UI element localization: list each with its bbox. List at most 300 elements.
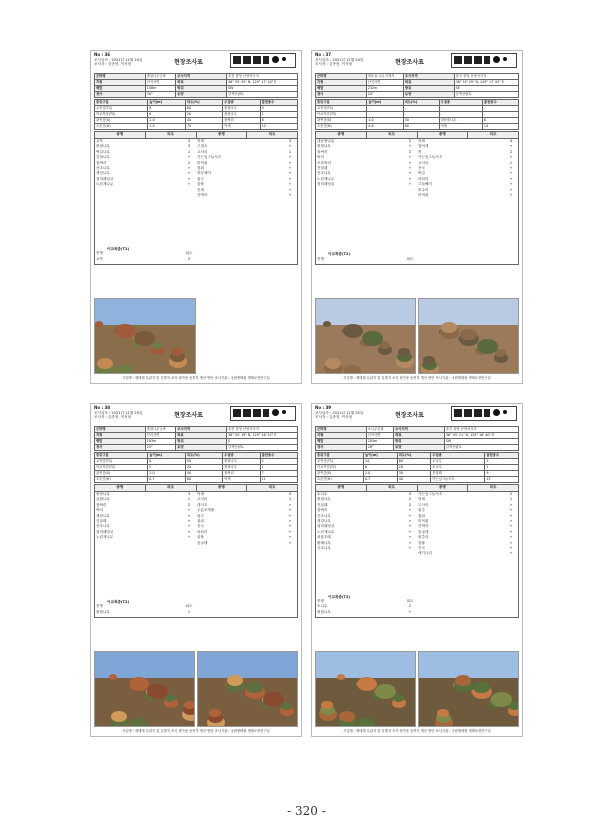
- site-info-label: 토양: [176, 445, 227, 451]
- stratum-cell: -: [439, 106, 482, 112]
- stratum-cell: 6: [148, 112, 186, 118]
- survey-sheet: [311, 50, 523, 384]
- species-header-cell: 피도: [489, 132, 497, 136]
- survey-date: 조사일자 : 2021년 11월 24일: [315, 57, 364, 62]
- species-cover: +: [408, 182, 412, 187]
- stratum-cell: 교목층(T1): [316, 459, 364, 465]
- site-info-value: 갈색산림토: [227, 92, 298, 98]
- stratum-header-cell: 높이(m): [148, 453, 186, 459]
- stratum-cell: 2.0: [363, 471, 397, 477]
- scale-bar-segment: [233, 56, 241, 64]
- site-info-label: 좌표: [176, 433, 227, 439]
- subtree-layer-label: 아교목층(T2): [328, 594, 351, 599]
- site-info-label: 경사: [95, 92, 146, 98]
- site-info-value: 갈색산림토: [227, 445, 298, 451]
- species-name: 청미래덩굴: [96, 176, 114, 181]
- filled-circle-icon: [272, 56, 279, 63]
- site-info-label: 경사: [316, 445, 367, 451]
- stratum-cell: 억새: [439, 124, 482, 130]
- site-info-label: 조사지역: [176, 74, 227, 80]
- species-cover: +: [408, 513, 412, 518]
- survey-sheet: [90, 50, 302, 384]
- species-name: 억새: [418, 497, 425, 502]
- stratum-cell: 13: [485, 477, 519, 483]
- species-cover: +: [408, 545, 412, 550]
- stratum-header-cell: 출현종수: [260, 100, 297, 106]
- investigator: 조사자 : 김종현, 이석형: [94, 62, 132, 67]
- species-cover: +: [509, 540, 513, 545]
- stratum-cell: 40: [185, 471, 222, 477]
- site-info-label: 방위: [403, 86, 454, 92]
- species-cover: +: [509, 551, 513, 556]
- stratum-cell: 초본층(H): [316, 124, 367, 130]
- sheet-number: No : 39: [315, 405, 332, 410]
- species-header-cell: 피도: [146, 132, 197, 138]
- photo-sky: [316, 652, 415, 678]
- species-cover: +: [509, 176, 513, 181]
- species-cover: 2: [408, 502, 412, 507]
- species-name: 뚝갈: [418, 171, 425, 176]
- species-cover: 1: [509, 160, 513, 165]
- filled-circle-icon: [272, 409, 279, 416]
- photo-sky: [95, 299, 195, 325]
- sheet-title: 현장조사표: [395, 412, 424, 419]
- photo-shrub: [375, 684, 396, 699]
- site-info-value: 158m: [145, 86, 176, 92]
- sheet-title: 현장조사표: [395, 59, 424, 66]
- site-photos: [94, 298, 298, 374]
- species-row: [316, 257, 417, 262]
- stratum-cell: 초본층(H): [95, 477, 148, 483]
- site-photo: [315, 651, 416, 727]
- photo-shrub: [129, 677, 149, 691]
- species-name: 대동풀나무: [317, 139, 335, 143]
- stratum-header-cell: 층위구분: [95, 100, 148, 106]
- stratum-cell: 0.7: [148, 477, 186, 483]
- species-name: 참싸리: [317, 508, 328, 513]
- species-header-cell: 종명: [316, 132, 367, 138]
- species-cover: 2: [187, 256, 191, 261]
- species-cover: +: [288, 155, 292, 160]
- species-cover: +: [509, 535, 513, 540]
- stratum-cell: -: [403, 106, 439, 112]
- photo-shrub: [491, 692, 512, 707]
- stratum-cell: 억새: [223, 477, 260, 483]
- species-name: 대사초: [197, 502, 208, 507]
- photo-caption: 사업명 : 생태계 특관지 및 특별지 조사 평가용 동북부 생산 방안 조사기관 : 국립생태원 생태보전연구실: [122, 376, 270, 381]
- species-name: 산국: [197, 524, 204, 529]
- species-name: 마타리: [197, 529, 208, 534]
- species-cover: 3: [187, 492, 191, 496]
- species-column-left: [316, 139, 417, 188]
- site-info-label: 군락명: [316, 74, 367, 80]
- species-cover: +: [288, 182, 292, 187]
- stratum-cell: 2: [485, 465, 519, 471]
- stratum-cell: 20: [397, 465, 431, 471]
- species-row: [196, 193, 297, 198]
- species-cover: +: [509, 545, 513, 550]
- species-cover: 2: [408, 139, 412, 143]
- site-info-value: 232m: [366, 86, 403, 92]
- species-name: 꿀풀: [197, 535, 204, 540]
- species-header-cell: 종명: [95, 485, 146, 491]
- site-info-value: 36° 55' 29" N, 129° 17' 05" E: [454, 80, 518, 86]
- scale-bar-segment: [243, 409, 251, 417]
- scale-stamp: [451, 406, 517, 421]
- species-column-right: [196, 492, 297, 546]
- species-name: 꿀풀: [418, 540, 425, 545]
- stratum-cell: 1.0: [367, 118, 403, 124]
- species-cover: +: [408, 160, 412, 165]
- stratum-header-cell: 출현종수: [482, 100, 518, 106]
- stratum-cell: 아교목층(T2): [316, 112, 367, 118]
- stratum-cell: 소나무: [431, 459, 485, 465]
- species-header-cell: 피도: [489, 485, 497, 489]
- investigator: 조사자 : 김종현, 이석형: [315, 415, 353, 420]
- species-header-cell: 피도: [268, 132, 276, 136]
- stratum-row: [316, 477, 519, 483]
- species-name: 조록싸리: [317, 160, 331, 165]
- species-header-cell: 종명: [316, 485, 367, 491]
- species-cover: 피도: [185, 604, 193, 609]
- species-cover: +: [408, 609, 412, 614]
- sheet-number: No : 38: [94, 405, 111, 410]
- species-list: [315, 484, 519, 618]
- site-info-value: 갈색산림토: [454, 92, 518, 98]
- site-photos: [315, 298, 519, 374]
- species-name: 꿀풀: [197, 182, 204, 187]
- site-info-value: 205m: [366, 439, 393, 445]
- species-cover: 3: [288, 492, 292, 496]
- species-name: 참싸리: [317, 149, 328, 154]
- species-cover: +: [408, 518, 412, 523]
- stratum-cell: 1: [260, 112, 297, 118]
- stratum-header-cell: 높이(m): [148, 100, 186, 106]
- species-cover: 2: [509, 492, 513, 496]
- species-cover: +: [288, 187, 292, 192]
- photo-sky: [419, 652, 518, 678]
- stratum-cell: 14: [363, 459, 397, 465]
- stratum-row: [95, 477, 298, 483]
- stratum-cell: 80: [403, 124, 439, 130]
- species-header-cell: 종명: [197, 485, 248, 491]
- photo-sky: [419, 299, 518, 325]
- species-name: 산초나무: [317, 513, 331, 518]
- species-cover: 피도: [185, 251, 193, 256]
- species-cover: +: [509, 508, 513, 513]
- stratum-cell: 5: [148, 465, 186, 471]
- species-cover: +: [288, 508, 292, 513]
- photo-shrub: [337, 674, 345, 680]
- scale-bar-segment: [253, 56, 261, 64]
- site-info-value: 30°: [145, 92, 176, 98]
- page-number: - 320 -: [287, 804, 326, 818]
- species-name: 쑥: [418, 149, 422, 154]
- species-cover: +: [509, 182, 513, 187]
- stratum-header-cell: 우점종: [439, 100, 482, 106]
- sheet-title: 현장조사표: [174, 59, 203, 66]
- site-info-row: [95, 445, 298, 451]
- species-cover: 2: [408, 604, 412, 609]
- stratum-cell: 졸참나무: [223, 459, 260, 465]
- site-info-label: 조사지역: [176, 427, 227, 433]
- species-name: 졸참나무: [317, 609, 331, 614]
- site-info-value: 36° 55' 19" N, 129° 16' 52" E: [227, 433, 298, 439]
- site-photo: [197, 651, 298, 727]
- species-name: 미역취: [418, 518, 429, 523]
- stratum-cell: 9: [485, 471, 519, 477]
- stratum-cell: 억새: [223, 124, 260, 130]
- site-info-label: 해발: [316, 86, 367, 92]
- stratum-cover-table: [315, 99, 519, 130]
- species-name: 잔대: [197, 187, 204, 192]
- photo-shrub: [455, 675, 471, 686]
- site-info-value: 28°: [366, 445, 393, 451]
- species-cover: +: [408, 165, 412, 170]
- subtree-layer-label: 아교목층(T2): [107, 246, 130, 251]
- photo-caption: 사업명 : 생태계 특관지 및 특별지 조사 평가용 동북부 생산 방안 조사기관 : 국립생태원 생태보전연구실: [122, 729, 270, 734]
- species-name: 미역취: [197, 160, 208, 165]
- site-info-value: 졸참나무군락: [145, 427, 176, 433]
- site-info-label: 좌표: [176, 80, 227, 86]
- species-name: 쇠물푸레: [317, 535, 331, 540]
- stratum-cell: 2: [260, 459, 297, 465]
- site-info-table: [94, 426, 298, 451]
- stratum-row: [95, 124, 298, 130]
- species-row: [316, 546, 417, 551]
- species-cover: 3: [187, 139, 191, 143]
- stratum-cell: 1.0: [148, 124, 186, 130]
- species-cover: +: [509, 165, 513, 170]
- photo-sky: [316, 299, 415, 325]
- scale-stamp: [230, 53, 296, 68]
- species-name: 참취: [418, 513, 425, 518]
- species-name: 산국: [418, 165, 425, 170]
- stratum-header-cell: 우점종: [223, 453, 260, 459]
- species-cover: +: [187, 529, 191, 534]
- species-name: 가는잎그늘사초: [418, 492, 443, 496]
- species-cover: +: [408, 535, 412, 540]
- site-info-label: 해발: [95, 86, 146, 92]
- stratum-cell: 60: [185, 477, 222, 483]
- scale-bar-segment: [243, 56, 251, 64]
- species-name: 진달래: [317, 502, 328, 507]
- subtree-layer-list: [316, 595, 417, 615]
- stratum-cell: 아교목층(T2): [95, 465, 148, 471]
- photo-shrub: [460, 329, 477, 341]
- site-info-value: 소나무군락: [366, 427, 393, 433]
- species-name: 고들빼기: [418, 182, 432, 187]
- sheet-number: No : 36: [94, 52, 111, 57]
- species-name: 노린재나무: [317, 529, 335, 534]
- stratum-cell: 참싸리: [223, 471, 260, 477]
- photo-shrub: [441, 322, 457, 333]
- species-name: 노린재나무: [96, 535, 114, 540]
- species-cover: +: [187, 508, 191, 513]
- scale-bar-segment: [474, 409, 482, 417]
- species-name: 억새: [197, 139, 204, 143]
- species-cover: 4: [509, 139, 513, 143]
- species-header-cell: 피도: [367, 485, 418, 491]
- species-name: 둥굴레: [197, 540, 208, 545]
- species-name: 산국: [418, 545, 425, 550]
- species-name: 소나무: [317, 492, 328, 496]
- species-cover: +: [509, 171, 513, 176]
- site-info-value: 울진 불영 산양서식지: [227, 74, 298, 80]
- species-cover: 2: [187, 502, 191, 507]
- species-cover: 3: [288, 139, 292, 143]
- stratum-cell: 11: [260, 477, 297, 483]
- species-row: [417, 193, 518, 198]
- site-info-table: [315, 426, 519, 451]
- species-header: [316, 485, 518, 492]
- species-name: 싸리: [96, 508, 103, 513]
- species-name: 마타리: [418, 176, 429, 181]
- species-name: 쑥부쟁이: [197, 171, 211, 176]
- scale-bar-segment: [263, 409, 269, 417]
- stratum-cell: 20: [185, 112, 222, 118]
- stratum-cell: 교목층(T1): [95, 459, 148, 465]
- species-name: 졸참나무: [96, 609, 110, 614]
- photo-shrub: [95, 321, 103, 327]
- species-cover: +: [408, 540, 412, 545]
- stratum-cell: 50: [185, 459, 222, 465]
- stratum-cell: 관목층(S): [95, 118, 148, 124]
- photo-placeholder: [198, 298, 298, 374]
- site-info-value: 산지사면: [145, 433, 176, 439]
- stratum-header-cell: 피도(%): [185, 453, 222, 459]
- species-cover: +: [509, 529, 513, 534]
- photo-shrub: [263, 692, 284, 707]
- site-info-label: 조사지역: [394, 427, 445, 433]
- species-name: 산초나무: [96, 165, 110, 170]
- site-info-value: 졸참나무군락: [145, 74, 176, 80]
- species-name: 가는잎그늘사초: [418, 155, 443, 160]
- site-info-label: 좌표: [394, 433, 445, 439]
- site-info-label: 토양: [176, 92, 227, 98]
- stratum-cover-table: [315, 452, 519, 483]
- site-info-table: [94, 73, 298, 98]
- scale-bar-segment: [253, 409, 261, 417]
- photo-shrub: [323, 321, 331, 327]
- site-photo: [94, 298, 196, 374]
- species-cover: +: [187, 171, 191, 176]
- site-photos: [94, 651, 298, 727]
- species-cover: +: [288, 518, 292, 523]
- stratum-cell: 2: [485, 459, 519, 465]
- species-name: 참취: [197, 165, 204, 170]
- stratum-cell: 관목층(S): [316, 118, 367, 124]
- stratum-header-cell: 피도(%): [185, 100, 222, 106]
- species-cover: 2: [509, 149, 513, 154]
- species-header-cell: 피도: [146, 485, 197, 491]
- sheet-title: 현장조사표: [174, 412, 203, 419]
- species-cover: +: [509, 155, 513, 160]
- stratum-cell: 3: [260, 106, 297, 112]
- species-name: 졸참나무: [96, 144, 110, 149]
- species-cover: +: [187, 518, 191, 523]
- species-name: 생강나무: [96, 513, 110, 518]
- stratum-cell: 6: [482, 118, 518, 124]
- site-info-value: 울진 불영 산양서식지: [444, 427, 518, 433]
- species-cover: +: [288, 524, 292, 529]
- photo-shrub: [343, 324, 363, 338]
- species-name: 고사리: [197, 497, 208, 502]
- species-cover: +: [509, 513, 513, 518]
- species-row: [417, 551, 518, 556]
- species-cover: +: [187, 524, 191, 529]
- site-info-value: S: [227, 439, 298, 445]
- site-info-value: 산지사면: [145, 80, 176, 86]
- small-circle-icon: [503, 57, 507, 61]
- site-info-label: 조사지역: [403, 74, 454, 80]
- survey-date: 조사일자 : 2021년 11월 25일: [315, 410, 364, 415]
- species-name: 노린재나무: [96, 182, 114, 187]
- species-cover: +: [288, 192, 292, 197]
- stratum-cell: 진달래: [431, 471, 485, 477]
- species-cover: +: [509, 502, 513, 507]
- photo-shrub: [344, 365, 361, 374]
- scale-bar-segment: [454, 409, 462, 417]
- sheet-header: [94, 406, 298, 426]
- species-name: 참취: [197, 518, 204, 523]
- stratum-cell: 12: [260, 124, 297, 130]
- stratum-cell: 대동풀나무: [439, 118, 482, 124]
- sheet-header: [315, 406, 519, 426]
- site-info-value: 울진 불영 산양서식지: [454, 74, 518, 80]
- species-column-right: [196, 139, 297, 198]
- photo-shrub: [116, 365, 133, 374]
- stratum-cell: -: [482, 112, 518, 118]
- scale-bar-segment: [233, 409, 241, 417]
- species-header: [316, 132, 518, 139]
- species-column-left: [95, 492, 196, 541]
- stratum-cell: 0.7: [363, 477, 397, 483]
- site-info-label: 해발: [316, 439, 367, 445]
- site-info-value: 25°: [145, 445, 176, 451]
- species-name: 산박하: [418, 524, 429, 529]
- survey-sheet: [90, 403, 302, 737]
- species-name: 산초나무: [317, 171, 331, 176]
- species-cover: +: [509, 518, 513, 523]
- species-cover: +: [408, 144, 412, 149]
- species-name: 억새: [418, 139, 425, 143]
- species-header-cell: 피도: [268, 485, 276, 489]
- sheet-number: No : 37: [315, 52, 332, 57]
- species-name: 원추리: [418, 535, 429, 540]
- stratum-header-cell: 높이(m): [367, 100, 403, 106]
- survey-sheet: [311, 403, 523, 737]
- species-cover: +: [288, 540, 292, 545]
- site-info-table: [315, 73, 519, 98]
- stratum-cell: 2.0: [148, 471, 186, 477]
- site-info-label: 방위: [394, 439, 445, 445]
- stratum-cell: 1: [260, 465, 297, 471]
- species-name: 떡갈나무: [96, 149, 110, 154]
- stratum-cell: 0.8: [367, 124, 403, 130]
- species-cover: 1: [187, 609, 191, 614]
- species-name: 삽주: [197, 513, 204, 518]
- site-info-label: 토양: [394, 445, 445, 451]
- stratum-cell: 교목층(T1): [316, 106, 367, 112]
- site-photo: [315, 298, 416, 374]
- site-info-value: SE: [454, 86, 518, 92]
- species-name: 고사리: [418, 502, 429, 507]
- photo-shrub: [227, 675, 243, 686]
- site-info-row: [316, 92, 519, 98]
- site-info-value: 갈색산림토: [444, 445, 518, 451]
- site-info-label: 군락명: [95, 427, 146, 433]
